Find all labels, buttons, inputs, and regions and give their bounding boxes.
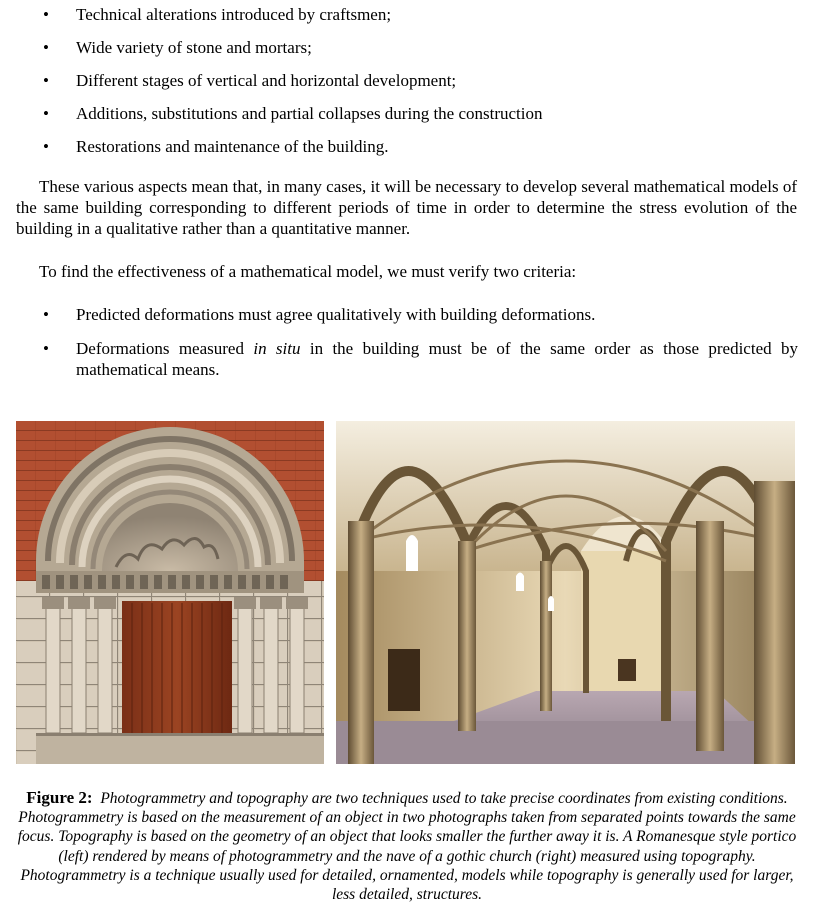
figure-label-separator: : <box>86 788 93 807</box>
list-item-text-part: in the building must be of the same order as those predicted by mathematical means. <box>76 339 798 379</box>
portico-photo <box>16 421 324 764</box>
list-item-text: Additions, substitutions and partial collapses during the construction <box>76 104 543 123</box>
figure-label: Figure 2 <box>26 788 87 807</box>
list-item-text: Wide variety of stone and mortars; <box>76 38 312 57</box>
body-paragraph-criteria: To find the effectiveness of a mathematical model, we must verify two criteria: <box>39 262 577 281</box>
bullet-symbol: • <box>43 339 49 358</box>
figure-caption-text: Photogrammetry and topography are two techniques used to take precise coordinates from existing conditions. Photogrammetry is based on the measurement of an object in two photographs taken from separated points towards the same focus. Topography is based on the geometry of an object that looks smaller the further away it is. A Romanesque style portico (left) rendered by means of photogrammetry and the nave of a gothic church (right) measured using topography. Photogrammetry is a technique usually used for detailed, ornamented, models while topography is generally used for larger, less detailed, structures. <box>17 790 797 904</box>
figure-caption <box>16 788 798 904</box>
list-item-text-part: Deformations measured <box>76 339 254 358</box>
bullet-symbol: • <box>43 5 49 24</box>
body-paragraph: These various aspects mean that, in many cases, it will be necessary to develop several mathematical models of the same building corresponding to different periods of time in order to determine the stress evolution of the building in a qualitative rather than a quantitative manner. <box>16 177 797 238</box>
list-item-text: Predicted deformations must agree qualitatively with building deformations. <box>76 305 596 324</box>
bullet-symbol: • <box>43 38 49 57</box>
list-item-text <box>76 338 798 380</box>
list-item-text: Technical alterations introduced by craftsmen; <box>76 5 392 24</box>
list-item-text: Restorations and maintenance of the building. <box>76 137 389 156</box>
bullet-symbol: • <box>43 71 49 90</box>
portico-illustration <box>16 421 324 764</box>
bullet-symbol: • <box>43 137 49 156</box>
bullet-symbol: • <box>43 305 49 324</box>
gothic-nave-render <box>336 421 795 764</box>
in-situ-italic: in situ <box>253 339 301 358</box>
bullet-symbol: • <box>43 104 49 123</box>
list-item-text: Different stages of vertical and horizontal development; <box>76 71 457 90</box>
nave-illustration <box>336 421 795 764</box>
